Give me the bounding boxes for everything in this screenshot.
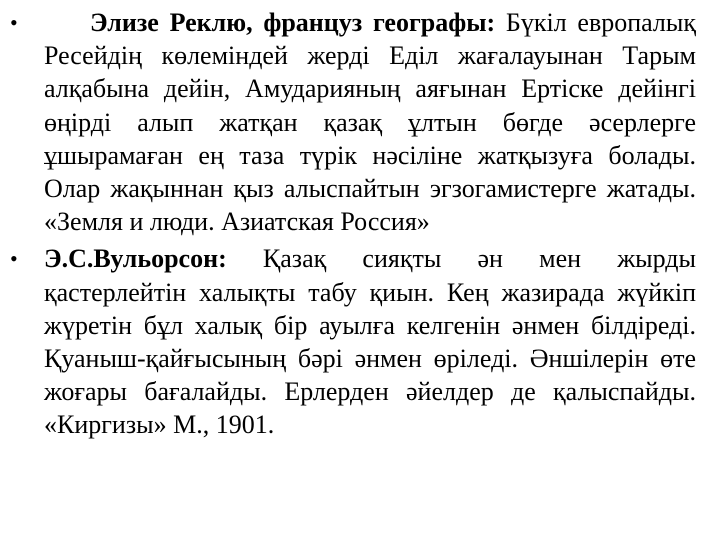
quote-reclus: [10, 6, 696, 238]
bullet-icon: •: [10, 10, 18, 35]
quote-vulorson: [10, 242, 696, 441]
quote-text: Бүкіл европалық Ресейдің көлеміндей жерді Еділ жағалауынан Тарым алқабына дейін, Амудариян​ың аяғынан Ертіске дейінгі өңірді алып жатқан қазақ ұлтын бөгде әсерлерге ұшырамаған ең таза түрік нәсіліне жатқызуға болады. Олар жақыннан қыз алыспайтын эгзогамистерге жатады. «Земля и люди. Азиатская Россия»: [44, 8, 696, 237]
author-name: Элизе Реклю, француз географы:: [90, 8, 496, 37]
bullet-list: [10, 6, 696, 442]
quote-text: Қазақ сияқты ән мен жырды қастерлейтін халықты табу қиын. Кең жазирада жүйкіп жүретін бұл халық бір ауылға келгенін әнмен білдіреді. Қуаныш-қайғысының бәрі әнмен өріледі. Әншілерін өте жоғары бағалайды. Ерлерден әйелдер де қалыспайды. «Киргизы» М., 1901.: [44, 244, 696, 440]
bullet-icon: •: [10, 246, 18, 272]
author-name: Э.С.Вульорсон:: [44, 244, 227, 274]
